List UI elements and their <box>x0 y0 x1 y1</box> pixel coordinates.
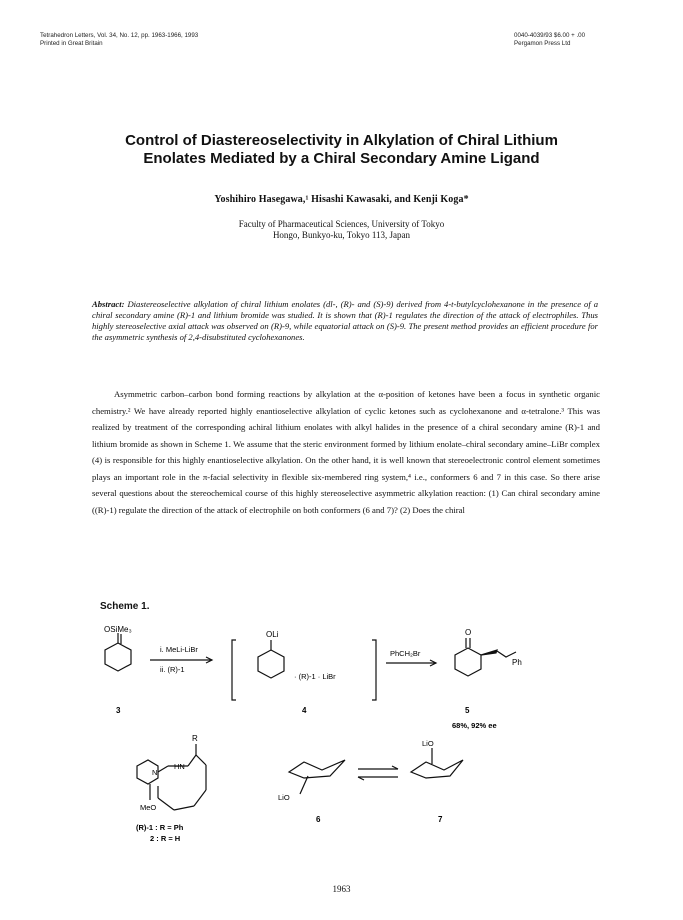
amine-label-2: 2 : R = H <box>150 834 181 843</box>
chair-7 <box>411 760 463 778</box>
compound-6-label: 6 <box>316 815 321 824</box>
abstract-label: Abstract: <box>92 299 125 309</box>
abstract-text: Diastereoselective alkylation of chiral lithium enolates (dl-, (R)- and (S)-9) derived from 4-t-butylcyclohexanone in the presence of a chiral secondary amine (R)-1 and lithium bromide was studied. It is shown that (R)-1 regulates the direction of the attack of electrophiles. Thus highly stereoselective axial attack was observed on (R)-9, while equatorial attack on (S)-9. The present method provides an efficient procedure for the asymmetric synthesis of 2,4-disubstituted cyclohexanones. <box>92 299 598 342</box>
compound-3-label: 3 <box>116 706 121 715</box>
amine-n: N <box>152 768 158 777</box>
chair-6 <box>289 760 345 778</box>
compound-5-label: 5 <box>465 706 470 715</box>
reagent-bn: PhCH₂Br <box>390 649 421 658</box>
journal-citation: Tetrahedron Letters, Vol. 34, No. 12, pp. 1963-1966, 1993 <box>40 32 199 39</box>
ring-3 <box>105 643 131 671</box>
bracket-left <box>232 640 236 700</box>
label-osime3: OSiMe₃ <box>104 625 132 634</box>
ring-5 <box>455 648 481 676</box>
amine-r: R <box>192 734 198 743</box>
conformer-6-lio: LiO <box>278 793 290 802</box>
affiliation-line-1: Faculty of Pharmaceutical Sciences, University of Tokyo <box>238 219 445 229</box>
conformer-7-lio: LiO <box>422 739 434 748</box>
price-code: 0040-4039/93 $6.00 + .00 <box>514 32 586 39</box>
scheme-label: Scheme 1. <box>100 601 150 612</box>
body-paragraph: Asymmetric carbon–carbon bond forming reactions by alkylation at the α-position of ketones have been a focus in synthetic organic chemistry.² We have already reported highly enantioselective alkylation of cyclic ketones such as cyclohexanone and α-tetralone.³ This was realized by treatment of the corresponding achiral lithium enolates with alkyl halides in the presence of a chiral secondary amine (R)-1 and lithium bromide as shown in Scheme 1. We assume that the steric environment formed by lithium enolate–chiral secondary amine–LiBr complex (4) is responsible for this highly enantioselective alkylation. On the other hand, it is well known that stereoelectronic control element sometimes plays an important role in the π-facial selectivity in flexible six-membered ring system,⁴ i.e., conformers 6 and 7 in this case. So there arise several questions about the stereochemical course of this highly stereoselective asymmetric alkylation reaction: (1) Can chiral secondary amine ((R)-1) regulate the direction of the attack of electrophile on both conformers (6 and 7)? (2) Does the chiral <box>92 389 600 515</box>
compound-7-label: 7 <box>438 815 443 824</box>
compound-4-label: 4 <box>302 706 307 715</box>
title-line-2: Enolates Mediated by a Chiral Secondary Amine Ligand <box>143 150 540 167</box>
amine-meo: MeO <box>140 803 157 812</box>
reagent-2: ii. (R)-1 <box>160 665 185 674</box>
bracket-right <box>372 640 376 700</box>
amine-hn: HN <box>174 762 185 771</box>
printed-in: Printed in Great Britain <box>40 40 103 47</box>
reagent-1: i. MeLi-LiBr <box>160 645 198 654</box>
ring-4 <box>258 650 284 678</box>
label-oli: OLi <box>266 630 279 639</box>
affiliation-line-2: Hongo, Bunkyo-ku, Tokyo 113, Japan <box>272 230 411 240</box>
amine-label-1: (R)-1 : R = Ph <box>136 823 184 832</box>
label-o: O <box>465 628 472 637</box>
publisher: Pergamon Press Ltd <box>514 40 571 47</box>
yield-text: 68%, 92% ee <box>452 721 497 730</box>
label-ph: Ph <box>512 658 522 667</box>
title-line-1: Control of Diastereoselectivity in Alkylation of Chiral Lithium <box>125 132 558 149</box>
complex-text: · (R)-1 · LiBr <box>294 672 336 681</box>
wedge-bond <box>481 650 497 655</box>
authors: Yoshihiro Hasegawa,¹ Hisashi Kawasaki, and Kenji Koga* <box>214 194 469 205</box>
page-number: 1963 <box>332 884 351 894</box>
